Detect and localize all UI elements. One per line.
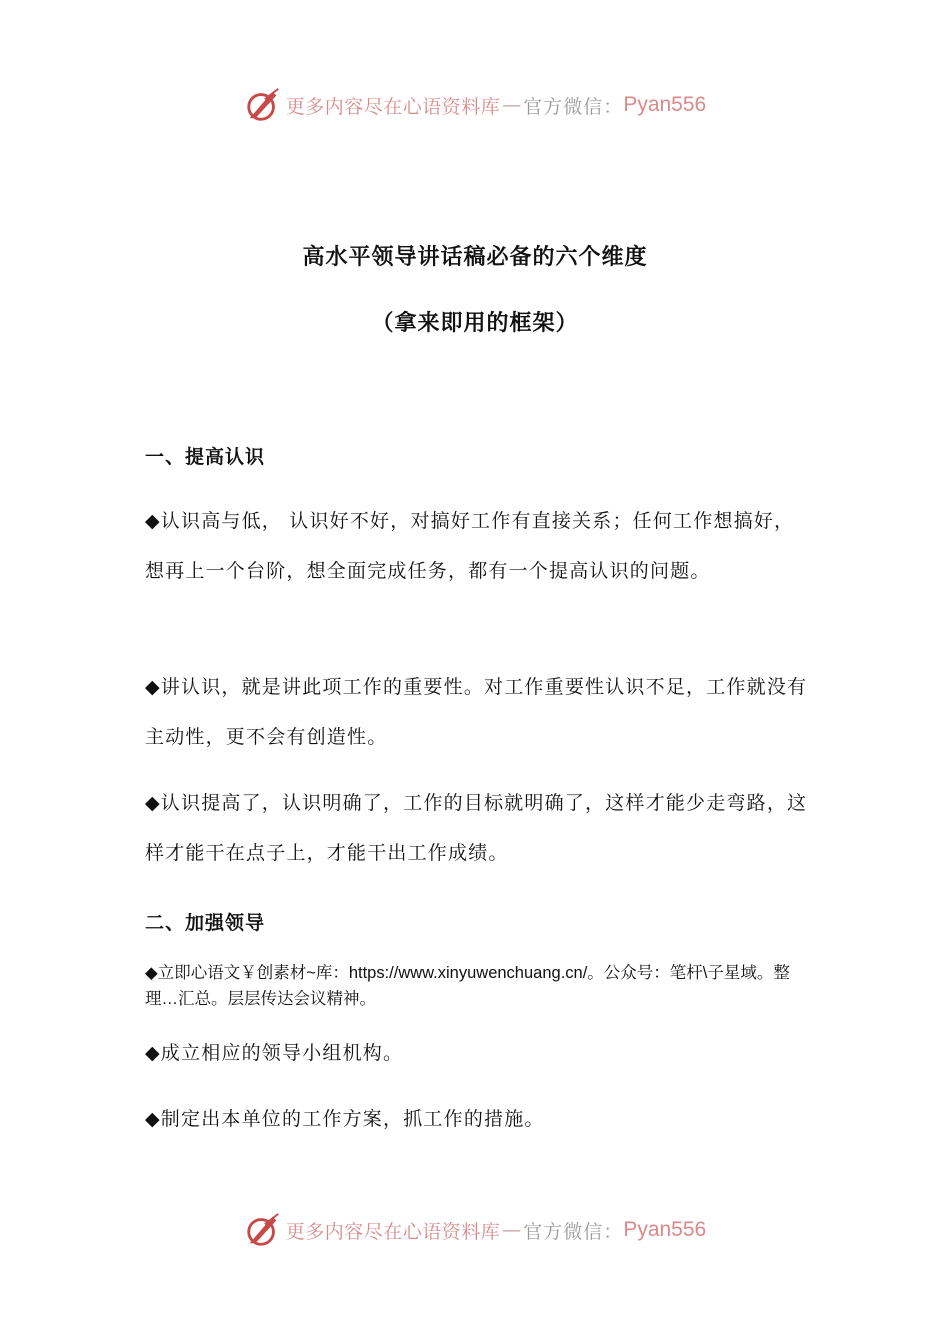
wechat-account: Pyan556 xyxy=(623,93,707,116)
wechat-label: 官方微信： xyxy=(523,95,624,118)
wechat-label: 官方微信： xyxy=(523,1220,624,1243)
source-note: ◆立即心语文￥创素材~库：https://www.xinyuwenchuang.cn/。公众号：笔杆\子星域。整理…汇总。层层传达会议精神。 xyxy=(145,964,790,1008)
paragraph: ◆认识提高了，认识明确了，工作的目标就明确了，这样才能少走弯路，这样才能干在点子上，才能干出工作成绩。 xyxy=(145,792,808,864)
quill-logo-icon xyxy=(244,86,282,124)
wechat-account: Pyan556 xyxy=(623,1218,707,1241)
section-heading-2: 二、加强领导 xyxy=(145,912,266,934)
site-name: 更多内容尽在心语资料库 xyxy=(285,95,501,118)
banner-dash: — xyxy=(502,1219,522,1241)
paragraph: ◆制定出本单位的工作方案，抓工作的措施。 xyxy=(145,1108,545,1130)
paragraph: ◆成立相应的领导小组机构。 xyxy=(145,1042,404,1064)
footer-banner xyxy=(0,1205,950,1255)
paragraph: ◆认识高与低， 认识好不好，对搞好工作有直接关系；任何工作想搞好，想再上一个台阶，想全面完成任务，都有一个提高认识的问题。 xyxy=(145,510,795,582)
site-name: 更多内容尽在心语资料库 xyxy=(285,1220,501,1243)
document-title: 高水平领导讲话稿必备的六个维度 xyxy=(302,244,648,270)
quill-logo-icon xyxy=(244,1211,282,1249)
section-heading-1: 一、提高认识 xyxy=(145,446,266,468)
banner-dash: — xyxy=(502,94,522,116)
paragraph: ◆讲认识，就是讲此项工作的重要性。对工作重要性认识不足，工作就没有主动性，更不会有创造性。 xyxy=(145,676,808,748)
header-banner xyxy=(0,80,950,130)
document-subtitle: （拿来即用的框架） xyxy=(371,310,579,336)
